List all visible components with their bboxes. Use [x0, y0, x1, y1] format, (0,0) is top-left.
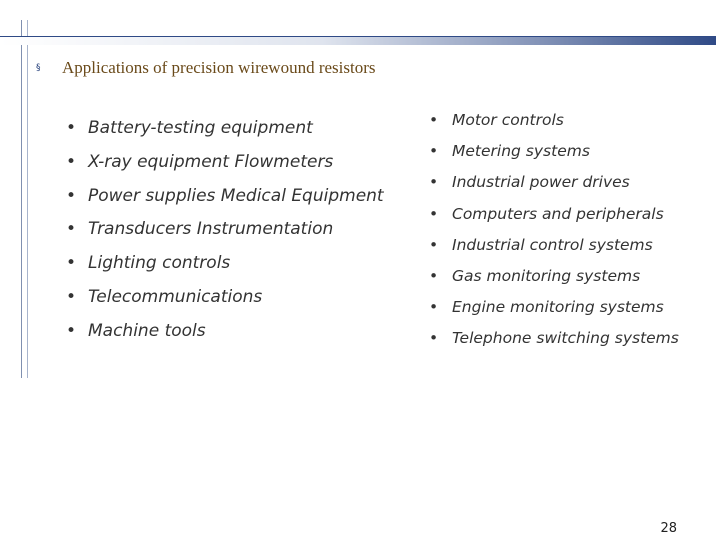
bullet-dot-icon: • — [429, 298, 439, 317]
list-item — [66, 219, 384, 253]
list-item-text: Metering systems — [452, 142, 590, 161]
list-item-text: Telecommunications — [88, 286, 263, 307]
list-item — [66, 186, 384, 220]
list-item-text: Industrial power drives — [452, 173, 630, 192]
list-item-text: Industrial control systems — [452, 235, 653, 254]
bullet-dot-icon: • — [66, 219, 77, 240]
bullet-dot-icon: • — [429, 266, 439, 285]
list-item-text: X-ray equipment Flowmeters — [88, 151, 334, 172]
list-item-text: Transducers Instrumentation — [88, 219, 334, 240]
bullet-dot-icon: • — [66, 151, 77, 172]
list-item — [66, 321, 384, 355]
list-item — [429, 298, 679, 329]
bullet-dot-icon: • — [429, 111, 439, 129]
header-gradient-bar — [0, 36, 716, 45]
bullet-dot-icon: • — [66, 185, 77, 206]
bullet-dot-icon: • — [66, 320, 77, 341]
list-item — [66, 152, 384, 186]
list-item-text: Telephone switching systems — [452, 329, 679, 348]
list-item — [429, 111, 679, 142]
list-item-text: Motor controls — [452, 111, 564, 129]
list-item — [429, 173, 679, 204]
list-item — [66, 253, 384, 287]
list-item — [429, 329, 679, 360]
bullet-dot-icon: • — [66, 253, 77, 274]
slide-title-row — [36, 58, 376, 78]
bullet-dot-icon: • — [429, 142, 439, 161]
list-item-text: Engine monitoring systems — [452, 298, 664, 317]
list-item-text: Gas monitoring systems — [452, 266, 641, 285]
list-item — [429, 205, 679, 236]
left-rule-line-secondary — [27, 20, 28, 378]
slide-title: Applications of precision wirewound resistors — [62, 58, 376, 77]
bullet-dot-icon: • — [66, 286, 77, 307]
bullet-dot-icon: • — [429, 204, 439, 223]
list-item — [66, 118, 384, 152]
list-item — [66, 287, 384, 321]
bullet-dot-icon: • — [429, 173, 439, 192]
square-bullet-icon: § — [36, 62, 41, 73]
list-item-text: Computers and peripherals — [452, 204, 664, 223]
list-item-text: Lighting controls — [88, 253, 231, 274]
bullet-dot-icon: • — [429, 329, 439, 348]
left-rule-line — [21, 20, 22, 378]
list-item-text: Battery-testing equipment — [88, 118, 313, 138]
left-bullet-list — [66, 118, 384, 355]
page-number: 28 — [660, 521, 677, 536]
list-item — [429, 267, 679, 298]
right-bullet-list — [429, 111, 679, 361]
list-item — [429, 236, 679, 267]
bullet-dot-icon: • — [66, 118, 77, 138]
bullet-dot-icon: • — [429, 235, 439, 254]
list-item-text: Power supplies Medical Equipment — [88, 185, 384, 206]
list-item — [429, 142, 679, 173]
list-item-text: Machine tools — [88, 320, 206, 341]
